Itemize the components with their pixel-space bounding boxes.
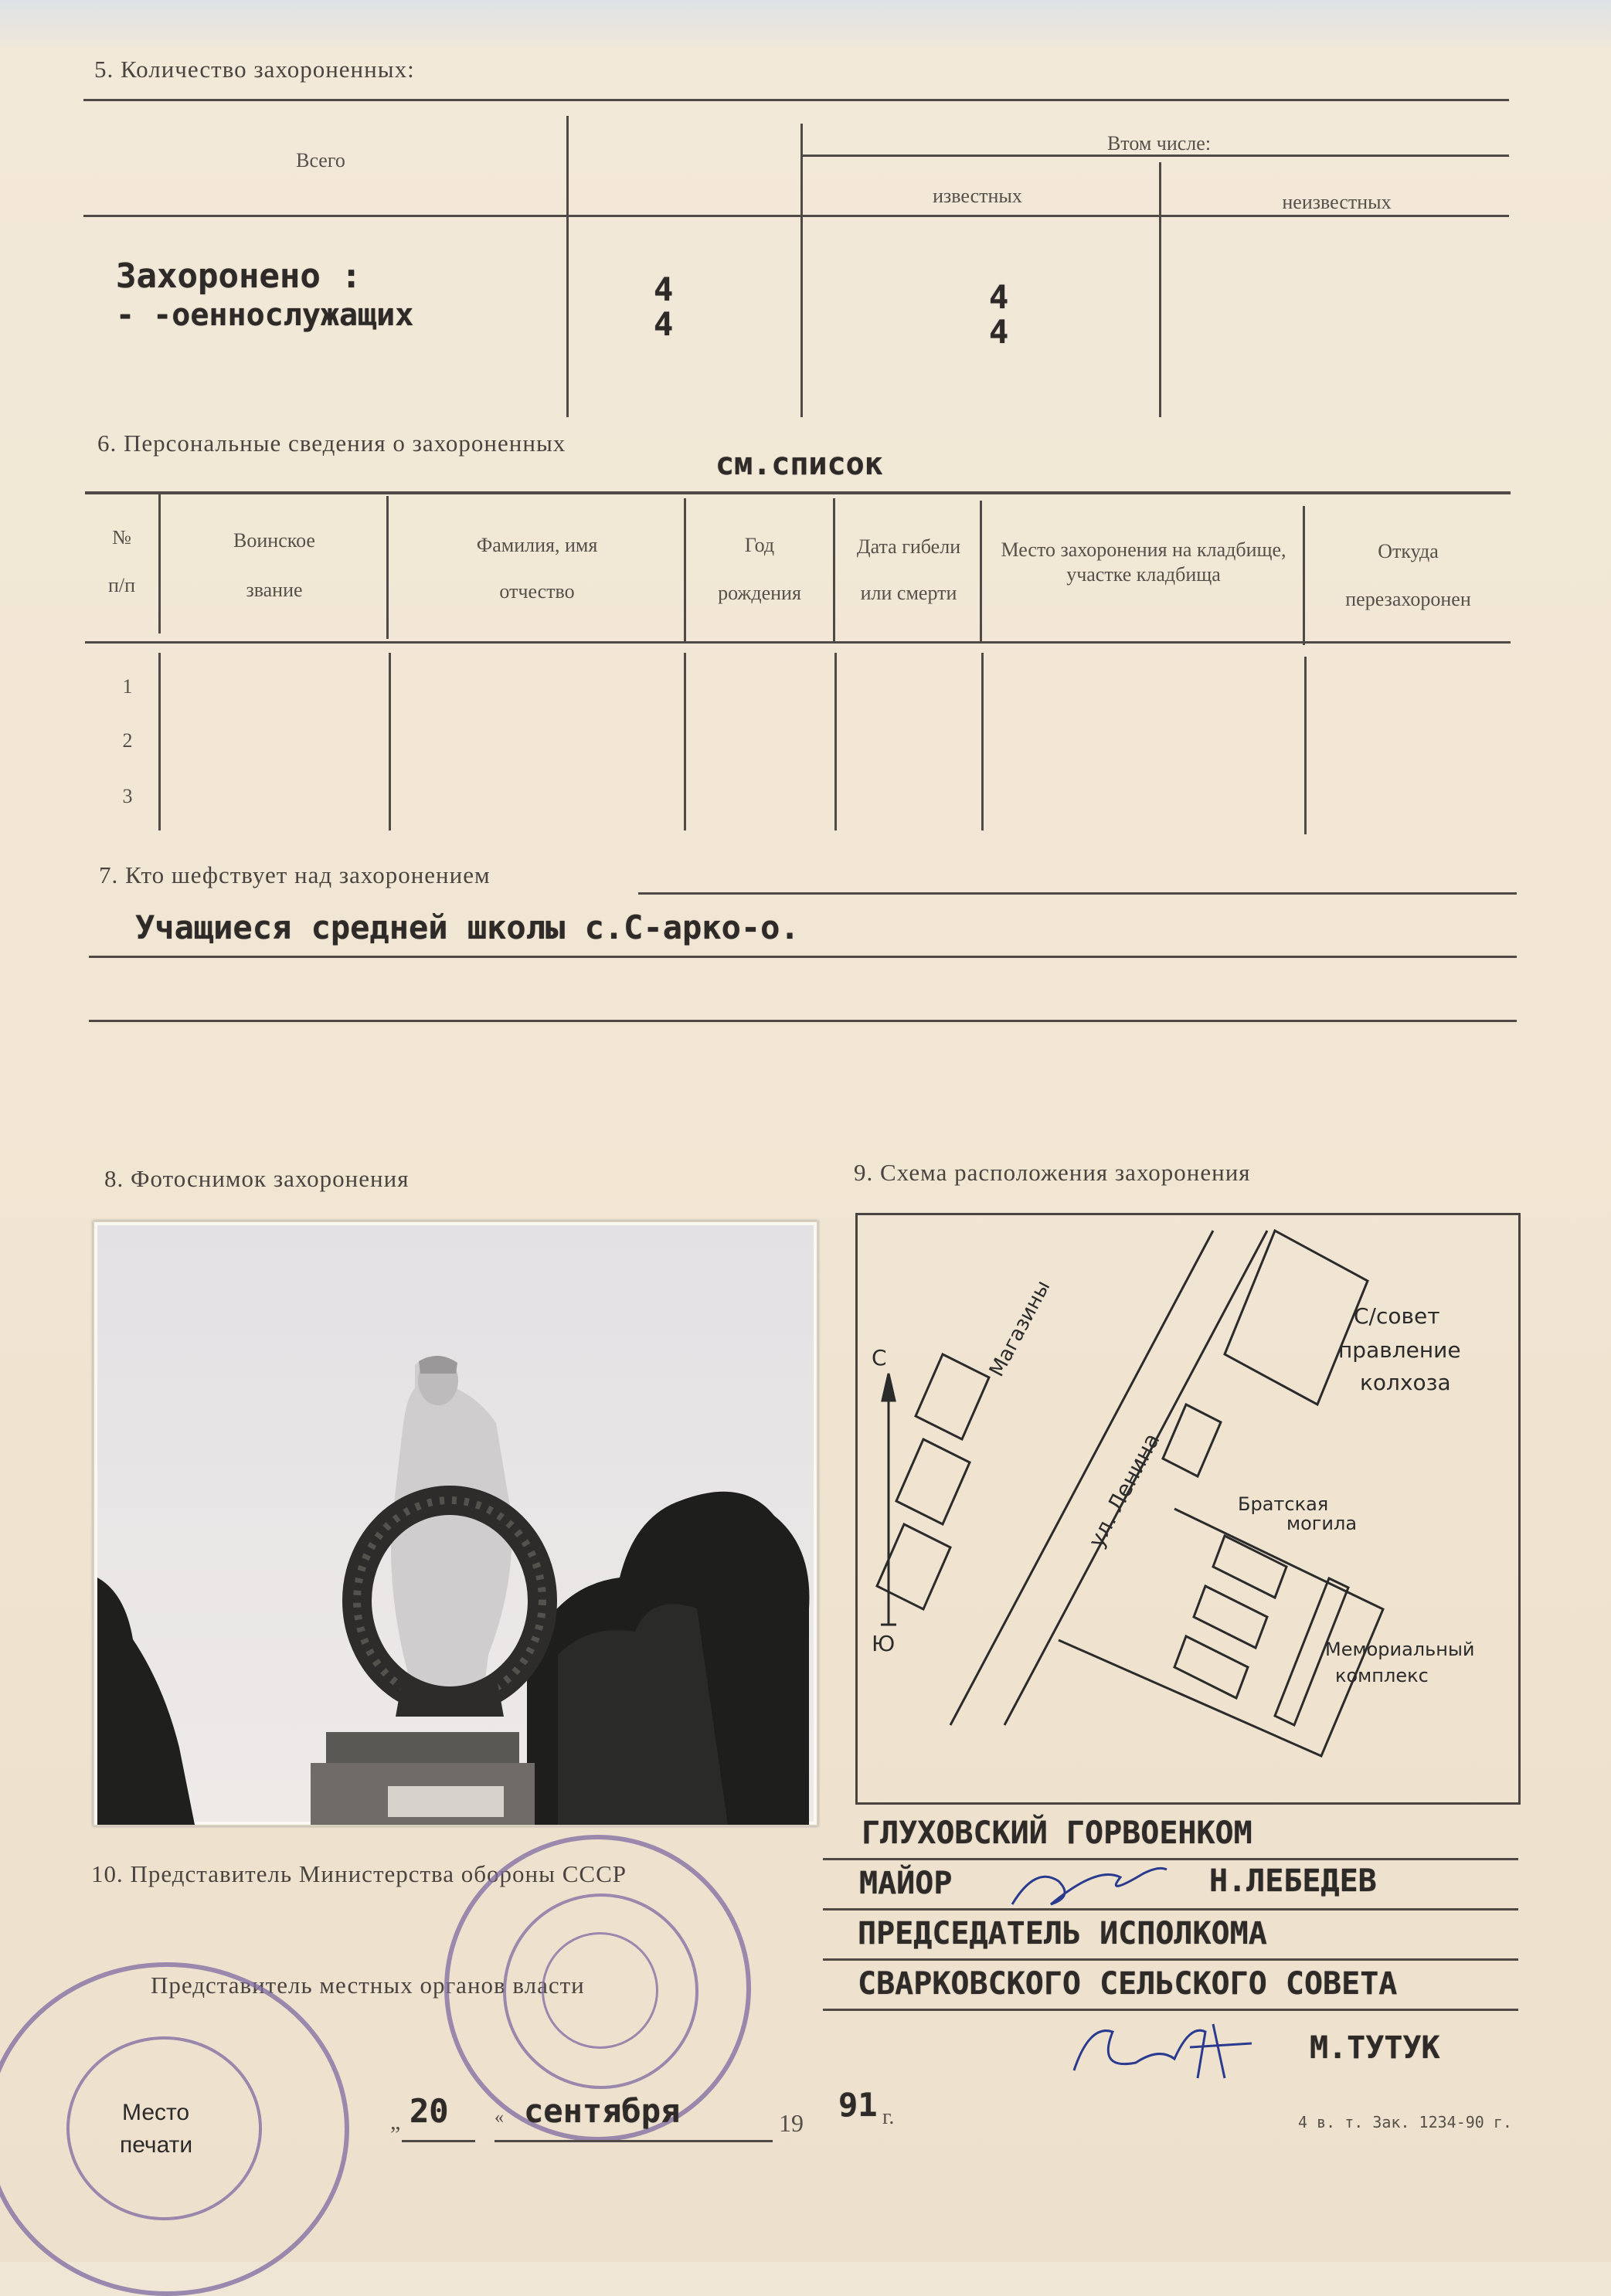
s6-v5b [981, 653, 984, 830]
monument-photo-graphic [94, 1222, 817, 1825]
s6-v1b [158, 653, 161, 830]
scheme-street: ул. Ленина [1083, 1428, 1165, 1552]
scan-top-edge [0, 0, 1611, 46]
s5-top-rule [83, 99, 1509, 101]
s7-line3 [89, 1020, 1517, 1022]
section8-title: 8. Фотоснимок захоронения [104, 1165, 410, 1192]
s6-col-year-2: рождения [718, 582, 801, 604]
s6-v5 [980, 501, 982, 644]
date-month: сентября [524, 2092, 681, 2130]
s5-row2-total: 4 [654, 305, 674, 343]
s5-header-rule [83, 215, 1509, 217]
typed-line-3: ПРЕДСЕДАТЕЛЬ ИСПОЛКОМА [858, 1916, 1267, 1951]
s5-row1-label: Захоронено : [116, 256, 362, 296]
scheme-north: С [872, 1345, 887, 1370]
stamp-place-label-2: печати [120, 2132, 193, 2158]
s6-v2b [389, 653, 391, 830]
scheme-south: Ю [872, 1631, 896, 1656]
s6-v6b [1304, 657, 1307, 834]
scheme-grave-1: Братская [1238, 1493, 1329, 1515]
village-council-stamp [0, 1962, 349, 2296]
date-month-line [495, 2140, 773, 2142]
stamp-place-label-1: Место [122, 2100, 190, 2125]
s7-line2 [89, 956, 1517, 958]
signature-tutuk [1066, 2001, 1267, 2086]
scheme-shops: Магазины [985, 1276, 1055, 1381]
s5-col-unknown: неизвестных [1282, 191, 1392, 213]
s5-row1-total: 4 [654, 270, 674, 308]
date-quote-mid: « [495, 2107, 504, 2128]
s6-row-1: 1 [122, 675, 133, 698]
s6-col-year-1: Год [744, 534, 775, 556]
scheme-council-3: колхоза [1360, 1370, 1451, 1395]
s5-vline1 [566, 116, 569, 417]
s6-v6 [1303, 506, 1305, 645]
s5-vline2 [800, 124, 803, 417]
sig-rule-3 [823, 1958, 1518, 1961]
s6-v3b [684, 653, 686, 830]
s6-v1 [158, 494, 161, 633]
s5-row2-known: 4 [989, 313, 1009, 351]
s6-col-name-2: отчество [499, 580, 575, 603]
date-day: 20 [410, 2092, 449, 2130]
typed-name-1: Н.ЛЕБЕДЕВ [1209, 1863, 1377, 1899]
s5-row1-known: 4 [989, 278, 1009, 316]
date-suffix: г. [882, 2105, 895, 2129]
s5-vline3 [1159, 162, 1161, 417]
section10-title: 10. Представитель Министерства обороны СССР [91, 1860, 627, 1887]
s6-col-date-1: Дата гибели [856, 535, 961, 558]
date-year: 91 [838, 2086, 878, 2124]
s6-col-no-1: № [112, 526, 131, 549]
s6-col-place: Место захоронения на кладбище, участке кладбища [1001, 538, 1286, 586]
s6-v2 [386, 496, 389, 639]
typed-rank: МАЙОР [859, 1866, 953, 1901]
s6-col-no-2: п/п [107, 574, 136, 596]
s6-v3 [684, 498, 686, 641]
burial-photo [93, 1221, 818, 1826]
s5-col-including: Втом числе: [1106, 132, 1212, 155]
typed-line-1: ГЛУХОВСКИЙ ГОРВОЕНКОМ [862, 1815, 1252, 1851]
scheme-memorial-2: комплекс [1335, 1665, 1429, 1686]
date-quote-open: „ [390, 2109, 401, 2135]
location-scheme [855, 1213, 1521, 1805]
printer-imprint: 4 в. т. Зак. 1234-90 г. [1298, 2113, 1512, 2131]
s6-col-name-1: Фамилия, имя [476, 534, 598, 556]
date-century: 19 [779, 2109, 804, 2137]
scheme-council-2: правление [1338, 1337, 1461, 1363]
s7-value: Учащиеся средней школы с.С-арко-о. [135, 909, 800, 946]
scheme-council-1: С/совет [1354, 1303, 1440, 1329]
date-day-line [402, 2140, 475, 2142]
typed-line-4: СВАРКОВСКОГО СЕЛЬСКОГО СОВЕТА [858, 1966, 1398, 2002]
section5-title: 5. Количество захороненных: [94, 56, 415, 83]
signature-lebedev [1004, 1850, 1174, 1920]
s6-col-from-1: Откуда [1378, 540, 1439, 562]
s5-row2-label: - -оеннослужащих [116, 297, 414, 333]
scheme-grave-2: могила [1286, 1513, 1358, 1534]
s6-col-date-2: или смерти [860, 582, 957, 604]
typed-name-2: М.ТУТУК [1310, 2030, 1440, 2066]
section6-title: 6. Персональные сведения о захороненных [97, 430, 566, 457]
s6-header-rule [85, 641, 1511, 644]
s5-col-total: Всего [296, 149, 345, 172]
s6-top-rule [85, 491, 1511, 494]
section9-title: 9. Схема расположения захоронения [854, 1159, 1251, 1186]
s6-v4b [834, 653, 837, 830]
s6-v4 [833, 498, 835, 641]
local-representative-label: Представитель местных органов власти [151, 1972, 585, 1999]
s5-col-known: известных [933, 185, 1022, 207]
s6-col-from-2: перезахоронен [1345, 588, 1471, 610]
s7-line1 [638, 892, 1517, 895]
scheme-memorial-1: Мемориальный [1325, 1639, 1475, 1660]
section7-title: 7. Кто шефствует над захоронением [99, 861, 491, 888]
s6-typed-note: см.список [715, 447, 883, 482]
s6-row-2: 2 [122, 729, 133, 752]
s6-col-rank-2: звание [246, 579, 303, 601]
s6-row-3: 3 [122, 785, 133, 807]
s6-col-rank-1: Воинское [233, 529, 315, 552]
